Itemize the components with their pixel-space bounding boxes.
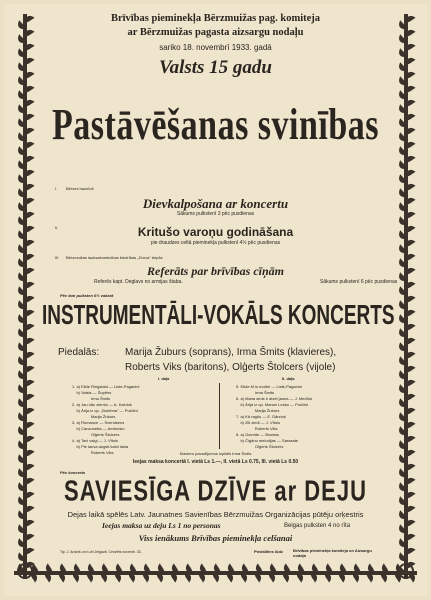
program-line: 1. a) Elide Ringstaid — Liste-Paganini bbox=[72, 384, 140, 389]
program-line: b) Ārija iz op. Manon Lesko — Puččini bbox=[236, 402, 309, 407]
program-line: b) Ārija iz op. „Bohēma" — Puččini bbox=[72, 408, 138, 413]
right-ornament-border bbox=[395, 14, 417, 579]
program-line: Irma Šmits bbox=[236, 390, 275, 395]
program-3-time: Sākums pulkstenī 6 pēc pusdienas bbox=[320, 279, 398, 285]
printer-note: Tip. J. Ansiņš un b-dri Jelgavā. Cenzēts novemb. 33. bbox=[60, 550, 142, 554]
program-line: Irma Šmits bbox=[72, 396, 111, 401]
concert-performers-label: Piedalās: bbox=[58, 347, 100, 358]
program-line: Roberts Viks bbox=[72, 450, 114, 455]
concert-intro: Pēc tam pulksten 6½ vakarā bbox=[60, 293, 114, 298]
program-line: Olģerts Štolcers bbox=[72, 432, 120, 437]
party-closing: Viss ienākums Brīvības pieminekļa celšanai bbox=[138, 533, 293, 543]
program-line: b) Valsis — Šopēns bbox=[72, 390, 112, 395]
date-line: sariko 18. novembrī 1933. gadā bbox=[159, 43, 272, 52]
party-music: Dejas laikā spēlēs Latv. Jaunatnes Savienības Bērzmuižas Organizācijas pūtēju orķestris bbox=[67, 510, 364, 519]
program-2-event: Kritušo varoņu godināšana bbox=[137, 225, 294, 239]
main-title: Pastāvēšanas svinības bbox=[52, 101, 379, 150]
part-1-title: I. daļa bbox=[158, 376, 170, 381]
concert-performers-line-2: Roberts Viks (baritons), Olģerts Štolcers (vijole) bbox=[125, 362, 336, 373]
poster bbox=[4, 4, 427, 596]
header-line-2: ar Bērzmuižas pagasta aizsargu nodaļu bbox=[127, 27, 304, 38]
part-2-title: II. daļa bbox=[282, 376, 295, 381]
program-line: Marija Žuburs bbox=[236, 408, 280, 413]
organizers-label: Piedalīties lūdz bbox=[254, 549, 283, 554]
program-1-event: Dievkalpošana ar koncertu bbox=[142, 196, 289, 211]
program-line: Roberts Viks bbox=[236, 426, 278, 431]
organizers: Brīvības pieminekļa komiteja un Aizsargu nodaļa bbox=[293, 548, 372, 558]
concert-prices: Ieejas maksa koncertā I. vietā Ls 1.—, II. vietā Ls 0.75, III. vietā Ls 0.50 bbox=[132, 459, 299, 465]
program-line: b) Pie lauva augsti kalni laiņa bbox=[72, 444, 129, 449]
party-price: Ieejas maksa uz deju Ls 1 no personas bbox=[102, 521, 221, 530]
program-line: Olģerts Štolcers bbox=[236, 444, 284, 449]
program-3-event: Referāts par brīvības cīņām bbox=[147, 264, 284, 278]
party-end-time: Beigas pulksten 4 no rīta bbox=[284, 523, 351, 529]
program-3-place: Bērzmuižas lauksaimniecības biedrības „Druva" telpās bbox=[66, 255, 163, 260]
part-1-program bbox=[72, 384, 139, 456]
program-3-detail: Referēs kapt. Deglavs no armijas štaba. bbox=[94, 279, 183, 285]
program-line: 7. a) Kā ragūs — E. Dārziņš bbox=[236, 414, 286, 419]
program-line: b) Čigānu melodijas — Sarasate bbox=[236, 438, 299, 443]
concert-performers-line-1: Marija Žuburs (soprans), Irma Šmits (klavieres), bbox=[125, 347, 337, 358]
bottom-ornament-border bbox=[14, 560, 417, 586]
left-ornament-border bbox=[14, 14, 36, 579]
accompaniment-note: Klavieru pavadījumus izpildīs Irma Šmits bbox=[179, 451, 252, 456]
program-line: Marija Žuburs bbox=[72, 414, 116, 419]
program-1-number: I. bbox=[55, 186, 58, 191]
program-line: b) Canzonetta — Ambrosio bbox=[72, 426, 125, 431]
part-divider bbox=[219, 383, 220, 449]
header-line-1: Brīvības pieminekļa Bērzmuižas pag. komiteja bbox=[110, 13, 321, 24]
party-intro: Pēc koncerta bbox=[60, 470, 85, 475]
title-top: Valsts 15 gadu bbox=[159, 57, 272, 78]
program-2-detail: pie draudzes celtā pieminekļa pulkstenī 4½ pēc pusdienas bbox=[150, 240, 281, 246]
program-2-number: II. bbox=[55, 225, 59, 230]
program-line: 3. a) Romance — Svendsens bbox=[72, 420, 125, 425]
program-line: b) Zili ziedi — J. Vītols bbox=[236, 420, 281, 425]
program-3-number: III. bbox=[55, 255, 60, 260]
party-title: SAVIESĪGA DZĪVE ar DEJU bbox=[64, 474, 367, 507]
program-1-place: Bērzes baznīcā bbox=[66, 186, 94, 191]
part-2-program bbox=[236, 384, 312, 450]
program-line: 6. a) Mana sirds ir atzel jauna — J. Medīņš bbox=[236, 396, 313, 401]
program-line: 8. a) Gavotte — Bramss bbox=[236, 432, 279, 437]
program-line: 2. a) Jau nāc ziemiņ — A. Kalniņš bbox=[72, 402, 132, 407]
program-1-detail: Sākums pulkstenī 3 pēc pusdienas bbox=[176, 211, 255, 217]
program-line: 4. a) Tavi vaigi — J. Vītols bbox=[72, 438, 118, 443]
concert-title: INSTRUMENTĀLI-VOKĀLS KONCERTS bbox=[42, 300, 395, 331]
program-line: 5. Etide M is moltre — Liste-Paganini bbox=[236, 384, 302, 389]
